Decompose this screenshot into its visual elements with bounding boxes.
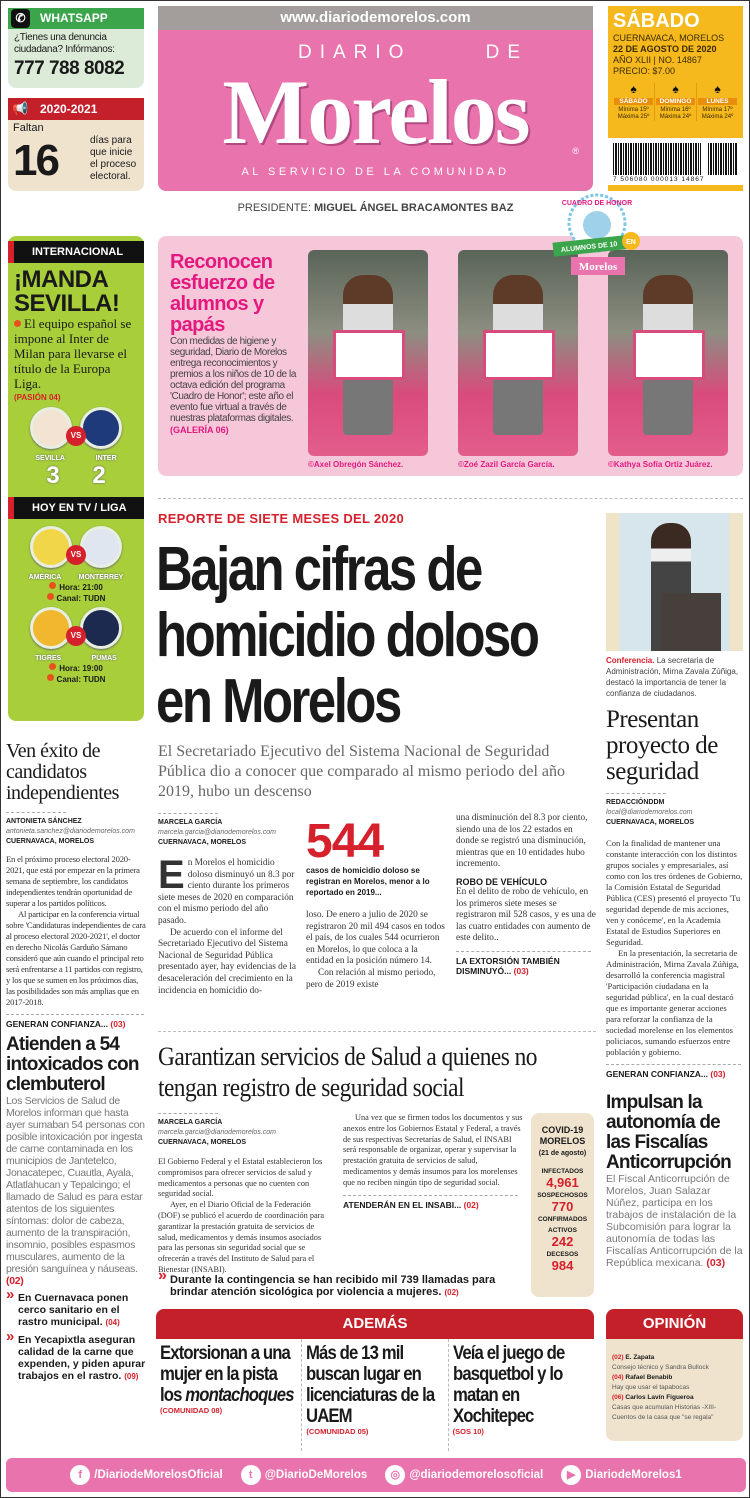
byline-email[interactable]: marcela.garcia@diariodemorelos.com (158, 829, 276, 836)
main-col-3 (456, 813, 596, 976)
page-ref: (04) (105, 1318, 120, 1327)
brief[interactable] (6, 1334, 148, 1383)
masthead-diario: DIARIO (298, 42, 412, 63)
stat-label: INFECTADOS (541, 1168, 584, 1175)
stat-label: ACTIVOS (548, 1227, 577, 1234)
caption-bold: Conferencia. (606, 656, 655, 665)
opinion-title: Casas que acumulan Historias -XIII- Cuentos de la casa que "se regala" (612, 1404, 717, 1421)
registered-mark: ® (572, 146, 579, 156)
instagram-handle: @diariodemorelosoficial (409, 1469, 544, 1481)
cuadro-de-honor-badge (549, 193, 645, 283)
weather-min: Mínima 15º (618, 107, 649, 113)
date-box (608, 6, 743, 191)
opinion-item[interactable] (612, 1393, 737, 1423)
opinion-author: Carlos Lavín Figueroa (625, 1394, 694, 1401)
twitter-icon: t (241, 1465, 261, 1485)
page-ref: (03) (710, 1069, 726, 1079)
main-kicker: REPORTE DE SIETE MESES DEL 2020 (158, 511, 405, 526)
story-title[interactable]: Atienden a 54 intoxicados con clembuterol (6, 1034, 139, 1095)
byline-author: MARCELA GARCÍA (158, 819, 223, 826)
weekday: SÁBADO (613, 10, 700, 32)
social-footer (6, 1458, 746, 1492)
president-name: MIGUEL ÁNGEL BRACAMONTES BAZ (313, 202, 514, 214)
masthead-slogan: AL SERVICIO DE LA COMUNIDAD (241, 166, 510, 178)
brief[interactable] (6, 1292, 148, 1329)
drop-cap: E (158, 853, 185, 897)
whatsapp-label: WHATSAPP (40, 11, 108, 25)
weather-min: Mínima 17º (702, 107, 733, 113)
weather-min: Mínima 16º (660, 107, 691, 113)
stat-label: SOSPECHOSOS (537, 1192, 588, 1199)
byline-email[interactable]: local@diariodemorelos.com (606, 809, 693, 816)
page-ref: (03) (706, 1257, 726, 1269)
page-ref: (SOS 10) (452, 1427, 484, 1436)
stat-number: 544 (306, 815, 384, 868)
paragraph: n Morelos el homicidio doloso disminuyó un 8.3 por ciento durante los primeros siete meses de 2020 en comparación con el mismo periodo del año pasado. (158, 858, 295, 926)
match (8, 525, 144, 571)
feature-title[interactable]: Reconocen esfuerzo de alumnos y papás (170, 251, 275, 336)
city: CUERNAVACA, MORELOS (613, 33, 725, 43)
badge-mid-text: ALUMNOS DE 10 (560, 241, 618, 254)
page-ref: (02) (444, 1288, 459, 1297)
sevilla-crest-icon (30, 407, 72, 449)
weather-forecast (613, 83, 738, 121)
byline-place: CUERNAVACA, MORELOS (158, 839, 247, 846)
byline-place: CUERNAVACA, MORELOS (6, 838, 95, 845)
weather-day-label: LUNES (698, 98, 737, 105)
instagram-link[interactable] (385, 1465, 543, 1485)
ademas-item[interactable] (449, 1339, 594, 1451)
right-column (606, 513, 743, 1269)
twitter-handle: @DiarioDeMorelos (264, 1469, 368, 1481)
edition: AÑO XLII | NO. 14867 (613, 55, 702, 65)
team-away: MONTERREY (78, 574, 124, 581)
opinion-author: Rafael Benabib (625, 1374, 673, 1381)
youtube-icon: ▶ (561, 1465, 581, 1485)
weather-day (697, 83, 738, 121)
photo-caption: ©Axel Obregón Sánchez. (308, 460, 404, 469)
vs-badge: VS (66, 626, 86, 646)
facebook-link[interactable] (70, 1465, 222, 1485)
twitter-link[interactable] (241, 1465, 368, 1485)
sports-title[interactable]: ¡MANDA SEVILLA! (14, 266, 120, 317)
photo-caption: La secretaria de Administración, Mirna Zavala Zúñiga, destacó la importancia de tener la confianza de ciudadanos. (606, 656, 739, 698)
story-text: Los Servicios de Salud de Morelos informan que hasta ayer sumaban 54 personas con posible intoxicación por ingesta de carne contaminada en los municipios de Jantetelco, Jonacatepec, Cuautla, Ayala, Atlatlahucan y Tepalcingo; el llamado de Salud es para estar atentos de los siguientes síntomas: dolor de cabeza, aumento de la transpiración, insomnio, posibles espasmos musculares, aumento de la presión sanguínea y náuseas. (6, 1095, 145, 1275)
main-headline[interactable]: Bajan cifras de homicidio doloso en Morelos (156, 535, 538, 736)
paragraph: loso. De enero a julio de 2020 se registraron 20 mil 494 casos en todos el país, de los cuales 544 ocurrieron en Morelos, lo que coloca a la entidad en la posición número 14. (306, 910, 445, 967)
page-ref: (03) (513, 965, 529, 976)
main-col-2 (306, 815, 446, 991)
more-link[interactable]: GENERAN CONFIANZA... (606, 1069, 708, 1079)
page-ref: (09) (124, 1372, 139, 1381)
story-text: El Fiscal Anticorrupción de Morelos, Juan Salazar Núñez, participa en los trabajos de instalación de la Subcomisión para lograr la autonomía de todas las Fiscalías Anticorrupción de la República mexicana. (606, 1173, 743, 1269)
website-url[interactable]: www.diariodemorelos.com (158, 6, 593, 30)
team-away: INTER (95, 455, 117, 462)
sports-column (8, 236, 144, 721)
page-ref: (02) (6, 1275, 24, 1287)
byline-place: CUERNAVACA, MORELOS (606, 819, 695, 826)
opinion-author: E. Zapata (625, 1354, 655, 1361)
match-channel: Canal: TUDN (56, 594, 106, 603)
team-home: SEVILLA (35, 455, 65, 462)
barcode-number: 7 506080 000013 14867 (613, 176, 705, 183)
stat-activos: 242 (551, 1234, 574, 1249)
match-result (8, 406, 144, 452)
callout[interactable] (158, 1274, 528, 1299)
youtube-link[interactable] (561, 1465, 682, 1485)
opinion-box (606, 1309, 743, 1441)
stat-sospechosos: 770 (551, 1199, 574, 1214)
barcode-addon (708, 143, 738, 175)
tree-icon: ♠ (714, 82, 721, 96)
page-ref: (COMUNIDAD 05) (306, 1427, 369, 1436)
ademas-section (156, 1309, 594, 1451)
story-title[interactable]: Ven éxito de candidatos independientes (6, 740, 119, 804)
feature-ref[interactable]: (GALERÍA 06) (170, 425, 229, 435)
days-count: 16 (13, 136, 58, 185)
match-time: Hora: 21:00 (59, 583, 103, 592)
paragraph: En el delito de robo de vehículo, en los primeros siete meses se registraron mil 528 casos, y es una de las cuatro entidades con aumento de este delito.. (456, 886, 596, 944)
price: PRECIO: $7.00 (613, 66, 676, 76)
brief-text: En Yecapixtla aseguran calidad de la carne que expenden, y piden apurar trabajos en el rastro. (18, 1334, 146, 1382)
opinion-title: Consejo técnico y Sandra Bullock (612, 1364, 709, 1371)
page-ref: (02) (463, 1199, 479, 1210)
team-away: PUMAS (91, 655, 117, 662)
story-title[interactable]: Impulsan la autonomía de las Fiscalías Anticorrupción (606, 1092, 731, 1173)
covid-box (531, 1113, 594, 1297)
tigres-crest-icon (30, 607, 72, 649)
covid-date: (21 de agosto) (538, 1150, 587, 1157)
paragraph: Una vez que se firmen todos los documentos y sus anexos entre los Gobiernos Estatal y Federal, a través de sus respectivas Secretarías de Salud, el INSABI será responsable de organizar, operar y supervisar la prestación gratuita de servicios de salud, medicamentos y demás insumos para los morelenses que no reciben ningún tipo de seguridad social. (343, 1113, 523, 1187)
match-channel: Canal: TUDN (56, 675, 106, 684)
opinion-header: OPINIÓN (606, 1309, 743, 1339)
opinion-title: Hay que usar el tapabocas (612, 1384, 690, 1391)
instagram-icon: ◎ (385, 1465, 405, 1485)
masthead (158, 6, 593, 191)
weather-day-label: SÁBADO (614, 98, 653, 105)
match-time: Hora: 19:00 (59, 664, 103, 673)
ademas-header: ADEMÁS (156, 1309, 594, 1339)
paragraph: Con la finalidad de mantener una constante interacción con los distintos grupos sociales y empresariales, así como con los tres órdenes de Gobierno, la Comisión Estatal de Seguridad Pública (CES) presentó el proyecto 'Tu seguridad depende de mis acciones, ven y conóceme', en la Academia Estatal de Estudios Superiores en Seguridad. (606, 838, 743, 947)
weather-max: Máxima 24º (701, 114, 734, 120)
opinion-item[interactable] (612, 1353, 737, 1373)
match (8, 606, 144, 652)
photo-caption: ©Kathya Sofía Ortiz Juárez. (608, 460, 713, 469)
team-home: AMÉRICA (28, 574, 62, 581)
whatsapp-phone[interactable]: 777 788 8082 (14, 58, 125, 79)
paragraph: En la presentación, la secretaria de Administración, Mirna Zavala Zúñiga, desarrolló la conferencia magistral 'Participación ciudadana en la seguridad pública', en la cual destacó que es importante generar acciones para reforzar la confianza de la sociedad morelense en los elementos policiacos, sumando esfuerzos entre población y gobierno. (606, 948, 739, 1057)
faltan-label: Faltan (13, 122, 44, 134)
byline-place: CUERNAVACA, MORELOS (158, 1139, 247, 1146)
pumas-crest-icon (80, 607, 122, 649)
facebook-icon: f (70, 1465, 90, 1485)
weather-day-label: DOMINGO (656, 98, 695, 105)
ademas-item[interactable] (302, 1339, 448, 1451)
page-ref: (02) (612, 1354, 624, 1361)
salud-col-2 (343, 1113, 523, 1210)
badge-top-text: CUADRO DE HONOR (561, 200, 633, 207)
paragraph: El Gobierno Federal y el Estatal establecieron los compromisos para ofrecer servicios de salud y medicamentos a personas que no cuenten con seguridad social. (158, 1157, 323, 1199)
page-ref: (COMUNIDAD 08) (160, 1406, 223, 1415)
covid-title: COVID-19 MORELOS (539, 1125, 586, 1146)
main-col-1 (158, 813, 298, 997)
page-ref: (04) (612, 1374, 624, 1381)
weather-max: Máxima 24º (659, 114, 692, 120)
section-hoy-en-tv: HOY EN TV / LIGA (8, 497, 144, 519)
president-line (158, 202, 593, 214)
item-title: Más de 13 mil buscan lugar en licenciaturas de la UAEM (306, 1343, 435, 1427)
masthead-de: DE (485, 42, 528, 63)
paragraph: Con relación al mismo periodo, pero de 2019 existe (306, 967, 436, 990)
byline-author: ANTONIETA SÁNCHEZ (6, 818, 82, 825)
byline-email[interactable]: antonieta.sanchez@diariodemorelos.com (6, 828, 135, 835)
paragraph: En el próximo proceso electoral 2020-2021, que está por empezar en la primera semana de septiembre, los candidatos independientes tendrán oportunidad de superar a los partidos políticos. (6, 854, 140, 908)
badge-logo: Morelos (578, 261, 618, 273)
feature-text: Con medidas de higiene y seguridad, Diario de Morelos entrega reconocimientos y premios a los niños de 10 de la octava edición del programa 'Cuadro de Honor'; este año el evento fue virtual a través de nuestras plataformas digitales. (170, 336, 297, 424)
callout-text: Durante la contingencia se han recibido mil 739 llamadas para brindar atención sicológica por violencia a mujeres. (170, 1274, 496, 1298)
item-title: Veía el juego de basquetbol y lo matan en Xochitepec (452, 1343, 565, 1427)
paragraph: Al participar en la conferencia virtual sobre 'Candidaturas independientes de cara al proceso electoral 2020-2021', el doctor en derecho Nicolás Garduño Sámano consideró que aún cuando el principal reto será enfrentarse a 11 partidos con registro, y los que se sumen en los próximos días, las posibilidades son más amplias que en 2017-2018. (6, 909, 146, 1007)
issue-date: 22 DE AGOSTO DE 2020 (613, 44, 717, 54)
america-crest-icon (30, 526, 72, 568)
byline-author: REDACCIÓNDDM (606, 799, 665, 806)
score-away: 2 (92, 462, 106, 489)
stat-caption: casos de homicidio doloso se registran en Morelos, menor a lo reportado en 2019... (306, 866, 430, 897)
inter-crest-icon (80, 407, 122, 449)
team-home: TIGRES (35, 655, 62, 662)
paragraph: De acuerdo con el informe del Secretariado Ejecutivo del Sistema Nacional de Seguridad Pública presentado ayer, hay evidencias de la desaceleración del crecimiento en la incidencia en homicidio do- (158, 927, 296, 996)
president-label: PRESIDENTE: (237, 202, 311, 214)
electoral-label: 2020-2021 (40, 102, 98, 116)
megaphone-icon: 📢 (12, 101, 29, 116)
score-home: 3 (46, 462, 60, 489)
monterrey-crest-icon (80, 526, 122, 568)
stat-decesos: 984 (551, 1258, 574, 1273)
feature-cuadro-de-honor (158, 236, 743, 476)
page-ref: (03) (110, 1019, 126, 1029)
section-internacional: INTERNACIONAL (8, 241, 144, 263)
stat-infectados: 4,961 (546, 1175, 579, 1190)
weather-day (613, 83, 655, 121)
main-deck: El Secretariado Ejecutivo del Sistema Nacional de Seguridad Pública dio a conocer que comparado al mismo periodo del año 2019, hubo un descenso (158, 743, 565, 800)
ademas-item[interactable] (156, 1339, 302, 1451)
whatsapp-text: ¿Tienes una denuncia ciudadana? Infórmanos: (14, 32, 115, 55)
stat-label: DECESOS (546, 1251, 579, 1258)
subhead: ROBO DE VEHÍCULO (456, 876, 548, 887)
badge-en: EN (626, 239, 636, 246)
whatsapp-icon: ✆ (11, 9, 30, 28)
story-title[interactable]: Presentan proyecto de seguridad (606, 706, 718, 785)
item-title-italic: montachoques (185, 1385, 294, 1406)
weather-day (655, 83, 697, 121)
masthead-logo: Morelos (222, 61, 529, 163)
salud-col-1 (158, 1113, 333, 1274)
sports-ref[interactable]: (PASIÓN 04) (14, 393, 61, 402)
facebook-handle: /DiariodeMorelosOficial (94, 1469, 223, 1481)
paragraph: Ayer, en el Diario Oficial de la Federación (DOF) se publicó el acuerdo de coordinación para garantizar la prestación gratuita de servicios de salud, medicamentos y demás insumos asociados para las personas sin seguridad social que se ofrecerán a través del Instituto de Salud para el Bienestar (INSABI). (158, 1200, 325, 1274)
vs-badge: VS (66, 426, 86, 446)
left-column (6, 741, 148, 1383)
byline-author: MARCELA GARCÍA (158, 1119, 223, 1126)
byline-email[interactable]: marcela.garcia@diariodemorelos.com (158, 1129, 276, 1136)
tree-icon: ♠ (630, 82, 637, 96)
salud-headline[interactable]: Garantizan servicios de Salud a quienes no tengan registro de seguridad social (158, 1042, 537, 1102)
weather-max: Máxima 25º (617, 114, 650, 120)
barcode (613, 143, 701, 175)
student-photo (308, 250, 428, 456)
whatsapp-box (8, 8, 144, 88)
conference-photo (606, 513, 743, 651)
days-text: días para que inicie el proceso electoral. (90, 135, 137, 182)
item-title: Extorsionan a una mujer en la pista los (160, 1343, 290, 1406)
paragraph: una disminución del 8.3 por ciento, siendo una de los 22 estados en donde se registró una disminución, mientras que en 10 entidades hubo incremento. (456, 813, 588, 870)
page-ref: (06) (612, 1394, 624, 1401)
more-link[interactable]: GENERAN CONFIANZA... (6, 1019, 108, 1029)
stat-label: CONFIRMADOS (537, 1216, 588, 1223)
tree-icon: ♠ (672, 82, 679, 96)
electoral-countdown (8, 98, 144, 191)
opinion-item[interactable] (612, 1373, 737, 1393)
youtube-handle: DiariodeMorelos1 (585, 1469, 682, 1481)
sports-text: El equipo español se impone al Inter de Milan para llevarse el título de la Europa Liga. (14, 316, 132, 391)
more-link[interactable]: LA EXTORSIÓN TAMBIÉN DISMINUYÓ... (456, 955, 560, 976)
brief-text: En Cuernavaca ponen cerco sanitario en el rastro municipal. (18, 1292, 129, 1328)
more-link[interactable]: ATENDERÁN EN EL INSABI... (343, 1199, 462, 1210)
vs-badge: VS (66, 545, 86, 565)
photo-caption: ©Zoé Zazil García García. (458, 460, 555, 469)
